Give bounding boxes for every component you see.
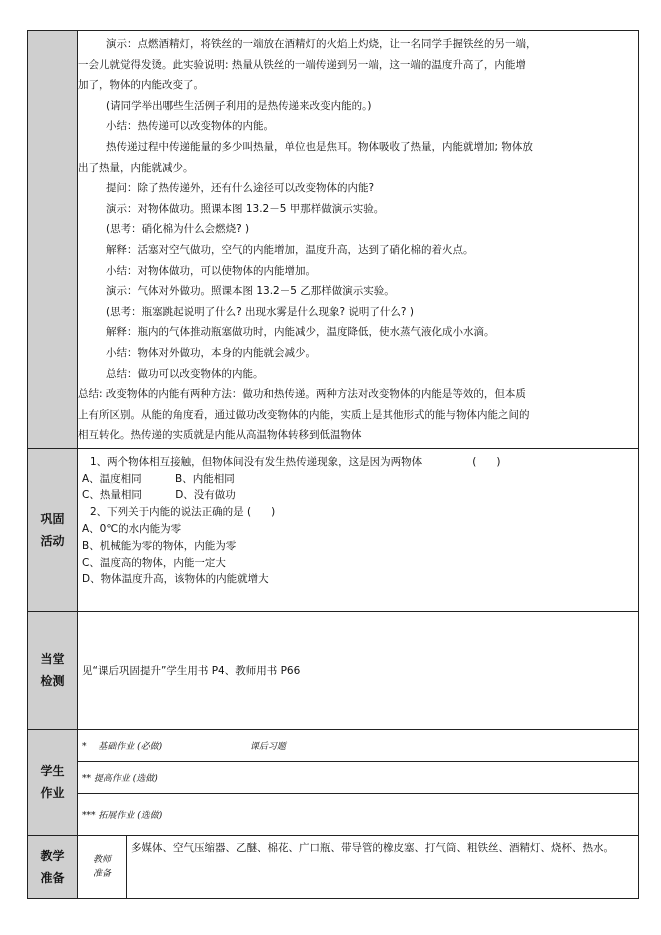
homework-basic — [78, 729, 639, 761]
homework-label — [28, 729, 78, 835]
process-line: 热传递过程中传递能量的多少叫热量，单位也是焦耳。物体吸收了热量，内能就增加; 物体放 — [106, 140, 533, 153]
check-label — [28, 611, 78, 729]
homework-basic-text: 基础作业 (必做) — [98, 741, 163, 752]
question-line: 2、下列关于内能的说法正确的是 ( ) — [90, 506, 276, 519]
process-line: 提问：除了热传递外，还有什么途径可以改变物体的内能? — [106, 182, 375, 195]
prep-label — [28, 835, 78, 898]
process-line: 解释：活塞对空气做功，空气的内能增加，温度升高，达到了硝化棉的着火点。 — [106, 243, 474, 256]
homework-row-3 — [28, 793, 639, 835]
process-content — [78, 31, 639, 449]
process-line: 解释：瓶内的气体推动瓶塞做功时，内能减少，温度降低，使水蒸气液化成小水滴。 — [106, 326, 495, 339]
homework-label-2: 作业 — [40, 786, 65, 801]
process-label-cell — [28, 31, 78, 449]
process-line: 上有所区别。从能的角度看，通过做功改变物体的内能，实质上是其他形式的能与物体内能之间的 — [78, 408, 530, 421]
homework-row-2 — [28, 761, 639, 793]
consolidate-label-1: 巩固 — [40, 511, 65, 526]
homework-basic-extra: 课后习题 — [249, 741, 286, 752]
process-line: (思考：硝化棉为什么会燃烧? ) — [106, 223, 250, 236]
process-line: 演示：气体对外做功。照课本图 13.2－5 乙那样做演示实验。 — [106, 285, 395, 298]
process-line: 演示：点燃酒精灯，将铁丝的一端放在酒精灯的火焰上灼烧，让一名同学手握铁丝的另一端， — [106, 38, 537, 50]
option-line: B、机械能为零的物体，内能为零 — [82, 539, 237, 552]
prep-content: 多媒体、空气压缩器、乙醚、棉花、广口瓶、带导管的橡皮塞、打气筒、粗铁丝、酒精灯、烧杯、热水。 — [127, 835, 639, 898]
homework-extend — [78, 793, 639, 835]
option-line: C、温度高的物体，内能一定大 — [82, 556, 226, 569]
process-line: (请同学举出哪些生活例子利用的是热传递来改变内能的。) — [106, 99, 372, 112]
process-line: 小结：热传递可以改变物体的内能。 — [106, 120, 274, 133]
process-line: 总结：做功可以改变物体的内能。 — [106, 367, 264, 380]
process-line: 一会儿就觉得发烫。此实验说明: 热量从铁丝的一端传递到另一端，这一端的温度升高了，内能增 — [78, 58, 526, 71]
prep-label-1: 教学 — [40, 848, 65, 863]
process-lines — [78, 34, 632, 446]
homework-extend-prefix: *** — [82, 810, 96, 821]
process-line: 演示：对物体做功。照课本图 13.2－5 甲那样做演示实验。 — [106, 202, 385, 215]
prep-label-2: 准备 — [40, 870, 65, 885]
check-content: 见“课后巩固提升”学生用书 P4、教师用书 P66 — [78, 611, 639, 729]
process-line: 相互转化。热传递的实质就是内能从高温物体转移到低温物体 — [78, 429, 362, 442]
check-label-2: 检测 — [40, 674, 65, 689]
homework-label-1: 学生 — [40, 764, 65, 779]
check-row — [28, 611, 639, 729]
option-line: C、热量相同 D、没有做功 — [82, 489, 236, 502]
prep-row — [28, 835, 639, 898]
option-line: A、0℃的水内能为零 — [82, 523, 182, 536]
teaching-process-row — [28, 31, 639, 449]
lesson-plan-table — [27, 30, 639, 899]
consolidate-label-2: 活动 — [40, 533, 65, 548]
option-line: D、物体温度升高，该物体的内能就增大 — [82, 573, 269, 586]
teacher-prep-label-1: 教师 — [92, 854, 111, 865]
process-line: 总结: 改变物体的内能有两种方法：做功和热传递。两种方法对改变物体的内能是等效的，但本质 — [78, 388, 526, 401]
consolidate-content — [78, 448, 639, 611]
teacher-prep-label — [78, 835, 127, 898]
homework-extend-text: 拓展作业 (选做) — [98, 810, 163, 821]
homework-row-1 — [28, 729, 639, 761]
consolidate-row — [28, 448, 639, 611]
process-line: (思考：瓶塞跳起说明了什么? 出现水雾是什么现象? 说明了什么? ) — [106, 305, 414, 318]
process-line: 加了，物体的内能改变了。 — [78, 79, 204, 92]
teacher-prep-label-2: 准备 — [92, 868, 111, 879]
homework-improve — [78, 761, 639, 793]
process-line: 小结：物体对外做功，本身的内能就会减少。 — [106, 346, 316, 359]
homework-basic-prefix: * — [82, 741, 87, 752]
process-line: 出了热量，内能就减少。 — [78, 161, 194, 174]
process-line: 小结：对物体做功，可以使物体的内能增加。 — [106, 264, 316, 277]
check-label-1: 当堂 — [40, 652, 65, 667]
homework-improve-text: 提高作业 (选做) — [93, 773, 158, 784]
consolidate-label — [28, 448, 78, 611]
homework-improve-prefix: ** — [82, 773, 91, 784]
question-line: 1、两个物体相互接触，但物体间没有发生热传递现象，这是因为两物体 ( ) — [90, 455, 501, 468]
consolidate-lines — [82, 454, 632, 588]
option-line: A、温度相同 B、内能相同 — [82, 472, 235, 485]
